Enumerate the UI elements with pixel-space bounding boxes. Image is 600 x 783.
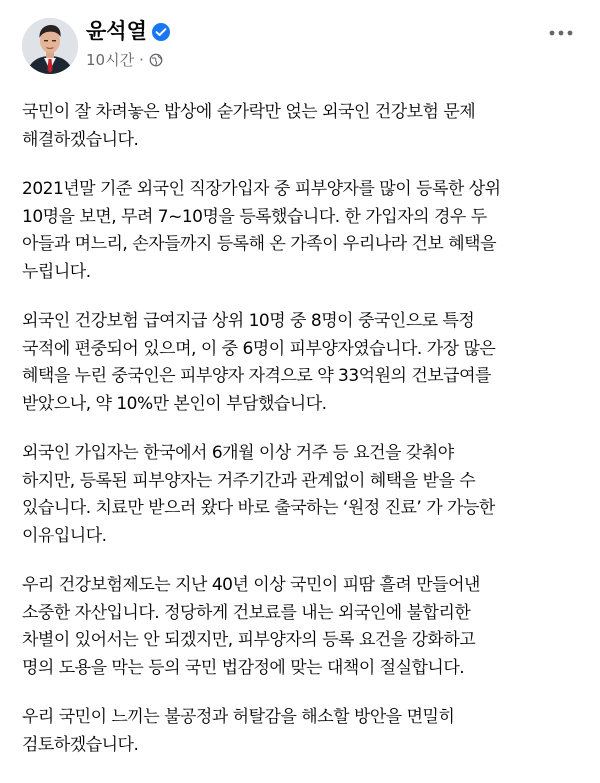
post-paragraph: 우리 국민이 느끼는 불공정과 허탈감을 해소할 방안을 면밀히 검토하겠습니다. — [22, 707, 455, 755]
post-body — [22, 99, 582, 781]
avatar[interactable] — [22, 18, 78, 74]
author-name[interactable]: 윤석열 — [86, 19, 147, 43]
meta-separator: · — [139, 51, 144, 69]
globe-icon[interactable] — [149, 53, 163, 67]
more-options-icon[interactable] — [544, 24, 578, 42]
verified-badge-icon — [151, 22, 171, 42]
post-paragraph: 외국인 가입자는 한국에서 6개월 이상 거주 등 요건을 갖춰야 하지만, 등록된 피부양자는 거주기간과 관계없이 혜택을 받을 수 있습니다. 치료만 받으러 왔다 바로 출국하는 ‘원정 진료’ 가 가능한 이유입니다. — [22, 443, 495, 546]
post-paragraph: 2021년말 기준 외국인 직장가입자 중 피부양자를 많이 등록한 상위 10명을 보면, 무려 7~10명을 등록했습니다. 한 가입자의 경우 두 아들과 며느리, 손자들까지 등록해 온 가족이 우리나라 건보 혜택을 누립니다. — [22, 179, 501, 282]
avatar-portrait — [22, 18, 78, 74]
post-paragraph: 우리 건강보험제도는 지난 40년 이상 국민이 피땀 흘려 만들어낸 소중한 자산입니다. 정당하게 건보료를 내는 외국인에 불합리한 차별이 있어서는 안 되겠지만, 피부양자의 등록 요건을 강화하고 명의 도용을 막는 등의 국민 법감정에 맞는 대책이 절실합니다. — [22, 575, 480, 678]
post-paragraph: 국민이 잘 차려놓은 밥상에 숟가락만 얹는 외국인 건강보험 문제 해결하겠습니다. — [22, 102, 476, 150]
post-meta — [86, 50, 163, 70]
post-header — [16, 10, 584, 80]
post-paragraph: 외국인 건강보험 급여지급 상위 10명 중 8명이 중국인으로 특정 국적에 편중되어 있으며, 이 중 6명이 피부양자였습니다. 가장 많은 혜택을 누린 중국인은 피부양자 자격으로 약 33억원의 건보급여를 받았으나, 약 10%만 본인이 부담했습니다. — [22, 311, 496, 414]
post-timestamp[interactable]: 10시간 — [86, 51, 135, 69]
